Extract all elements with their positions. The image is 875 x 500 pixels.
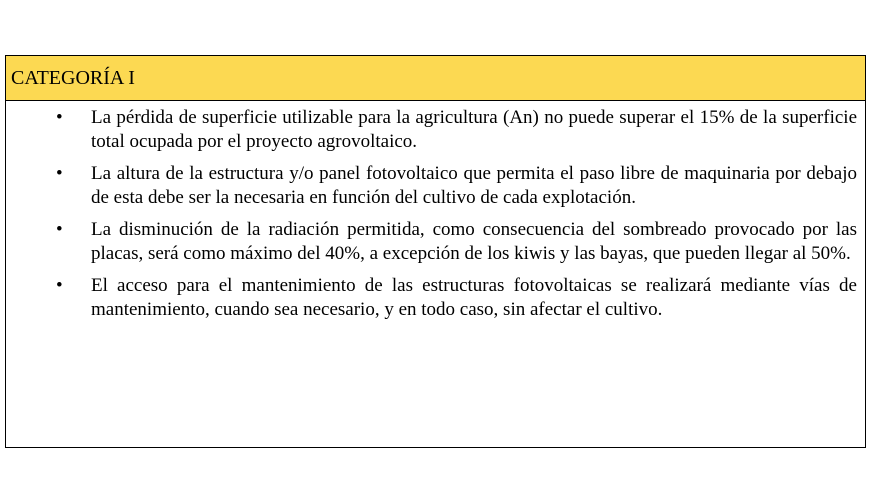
criteria-list (6, 106, 865, 322)
bullet-icon: • (56, 107, 63, 128)
list-item-text: El acceso para el mantenimiento de las estructuras fotovoltaicas se realizará mediante vías de mantenimiento, cuando sea necesario, y en todo caso, sin afectar el cultivo. (91, 275, 857, 320)
category-box (5, 55, 866, 448)
category-header: CATEGORÍA I (6, 56, 865, 101)
bullet-icon: • (56, 219, 63, 240)
list-item (6, 162, 865, 210)
list-item (6, 218, 865, 266)
list-item-text: La disminución de la radiación permitida, como consecuencia del sombreado provocado por las placas, será como máximo del 40%, a excepción de los kiwis y las bayas, que pueden llegar al 50%. (91, 219, 857, 264)
list-item (6, 274, 865, 322)
bullet-icon: • (56, 163, 63, 184)
list-item-text: La altura de la estructura y/o panel fotovoltaico que permita el paso libre de maquinaria por debajo de esta debe ser la necesaria en función del cultivo de cada explotación. (91, 163, 857, 208)
list-item (6, 106, 865, 154)
list-item-text: La pérdida de superficie utilizable para la agricultura (An) no puede superar el 15% de la superficie total ocupada por el proyecto agrovoltaico. (91, 107, 857, 152)
bullet-icon: • (56, 275, 63, 296)
